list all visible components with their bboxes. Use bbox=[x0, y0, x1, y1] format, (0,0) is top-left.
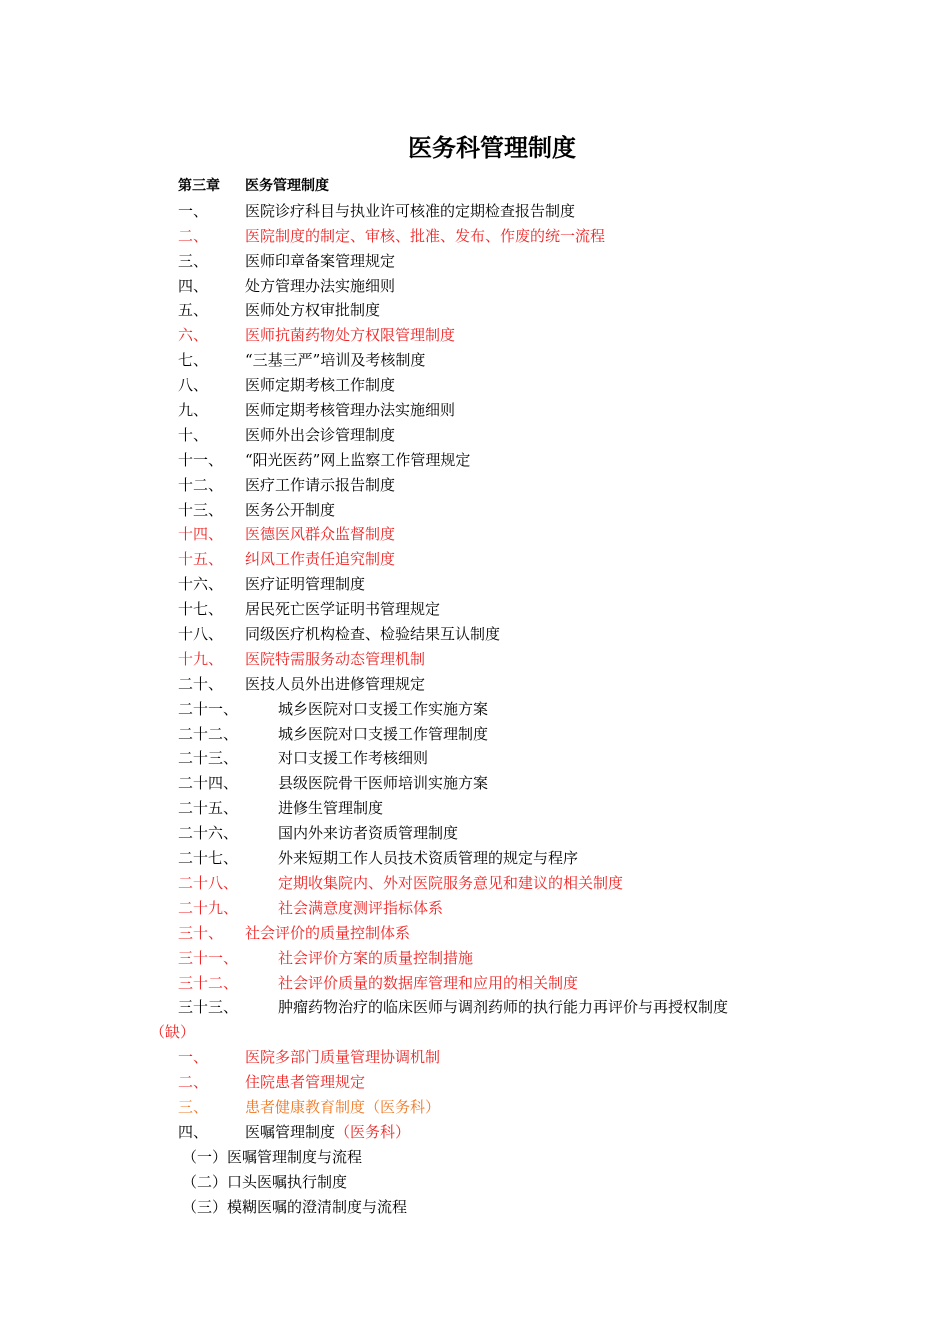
item-number: 四、 bbox=[178, 276, 209, 295]
list-item bbox=[0, 771, 950, 796]
list-item bbox=[0, 423, 950, 448]
list-item bbox=[0, 498, 950, 523]
item-number: 八、 bbox=[178, 376, 209, 395]
item-text: 同级医疗机构检查、检验结果互认制度 bbox=[245, 625, 501, 644]
item-text: 医师定期考核工作制度 bbox=[245, 376, 396, 395]
list-item bbox=[0, 622, 950, 647]
table-of-contents bbox=[0, 174, 950, 1219]
chapter-heading bbox=[0, 174, 950, 199]
item-text: 医技人员外出进修管理规定 bbox=[245, 674, 426, 693]
missing-regulation-list bbox=[0, 1045, 950, 1120]
item-number: 三十三、 bbox=[178, 998, 239, 1017]
item-text: 定期收集院内、外对医院服务意见和建议的相关制度 bbox=[278, 873, 624, 892]
item-text: 医院特需服务动态管理机制 bbox=[245, 649, 426, 668]
page-title: 医务科管理制度 bbox=[408, 134, 576, 162]
list-item bbox=[0, 522, 950, 547]
item-text: 医师定期考核管理办法实施细则 bbox=[245, 401, 456, 420]
missing-note: （缺） bbox=[150, 1023, 196, 1042]
item-text: 医疗工作请示报告制度 bbox=[245, 475, 396, 494]
item-text: 社会评价方案的质量控制措施 bbox=[278, 948, 474, 967]
item-text: 国内外来访者资质管理制度 bbox=[278, 824, 459, 843]
sub-item bbox=[0, 1170, 950, 1195]
list-item bbox=[0, 547, 950, 572]
list-item bbox=[0, 597, 950, 622]
list-item-order-management bbox=[0, 1120, 950, 1145]
item-number: 三十、 bbox=[178, 923, 224, 942]
list-item bbox=[0, 323, 950, 348]
item-text: 肿瘤药物治疗的临床医师与调剂药师的执行能力再评价与再授权制度 bbox=[278, 998, 729, 1017]
item-text: 处方管理办法实施细则 bbox=[245, 276, 396, 295]
item-number: 三、 bbox=[178, 251, 209, 270]
item-number: 二十一、 bbox=[178, 699, 239, 718]
item-text: 医师处方权审批制度 bbox=[245, 301, 381, 320]
item-number: 二十四、 bbox=[178, 774, 239, 793]
missing-note-line bbox=[0, 1020, 950, 1045]
item-number: 十一、 bbox=[178, 450, 224, 469]
item-number: 二十七、 bbox=[178, 849, 239, 868]
item-text: 社会评价的质量控制体系 bbox=[245, 923, 411, 942]
item-text: 城乡医院对口支援工作实施方案 bbox=[278, 699, 489, 718]
list-item bbox=[0, 473, 950, 498]
item-text bbox=[245, 1120, 410, 1145]
item-number: 十五、 bbox=[178, 550, 224, 569]
list-item bbox=[0, 373, 950, 398]
list-item bbox=[0, 821, 950, 846]
item-number: 三、 bbox=[178, 1097, 209, 1116]
list-item bbox=[0, 448, 950, 473]
regulation-list bbox=[0, 199, 950, 1020]
item-text: 社会满意度测评指标体系 bbox=[278, 898, 444, 917]
item-text: 社会评价质量的数据库管理和应用的相关制度 bbox=[278, 973, 579, 992]
list-item bbox=[0, 871, 950, 896]
list-item bbox=[0, 672, 950, 697]
item-number: 十九、 bbox=[178, 649, 224, 668]
item-number: 二、 bbox=[178, 1073, 209, 1092]
list-item bbox=[0, 647, 950, 672]
chapter-number: 第三章 bbox=[178, 178, 220, 194]
item-text: 医务公开制度 bbox=[245, 500, 336, 519]
list-item bbox=[0, 1045, 950, 1070]
item-text: 县级医院骨干医师培训实施方案 bbox=[278, 774, 489, 793]
list-item bbox=[0, 971, 950, 996]
list-item bbox=[0, 224, 950, 249]
item-number: 五、 bbox=[178, 301, 209, 320]
list-item bbox=[0, 846, 950, 871]
item-number: 三十一、 bbox=[178, 948, 239, 967]
item-suffix: （医务科） bbox=[335, 1122, 411, 1141]
list-item bbox=[0, 995, 950, 1020]
item-text: 医院制度的制定、审核、批准、发布、作废的统一流程 bbox=[245, 226, 606, 245]
item-number: 一、 bbox=[178, 1048, 209, 1067]
list-item bbox=[0, 896, 950, 921]
item-text: 进修生管理制度 bbox=[278, 799, 384, 818]
item-number: 二十五、 bbox=[178, 799, 239, 818]
item-number: 二十三、 bbox=[178, 749, 239, 768]
list-item bbox=[0, 1095, 950, 1120]
item-number: 七、 bbox=[178, 351, 209, 370]
item-text: 外来短期工作人员技术资质管理的规定与程序 bbox=[278, 849, 579, 868]
list-item bbox=[0, 249, 950, 274]
item-number: 二十二、 bbox=[178, 724, 239, 743]
item-number: 十八、 bbox=[178, 625, 224, 644]
sub-item-text: （一）医嘱管理制度与流程 bbox=[182, 1147, 363, 1166]
item-text: 医疗证明管理制度 bbox=[245, 575, 366, 594]
list-item bbox=[0, 921, 950, 946]
item-text: 住院患者管理规定 bbox=[245, 1073, 366, 1092]
list-item bbox=[0, 572, 950, 597]
item-title: 医嘱管理制度 bbox=[245, 1122, 336, 1141]
sub-item-list bbox=[0, 1145, 950, 1220]
item-number: 九、 bbox=[178, 401, 209, 420]
item-text: 患者健康教育制度（医务科） bbox=[245, 1097, 441, 1116]
item-number: 十二、 bbox=[178, 475, 224, 494]
list-item bbox=[0, 746, 950, 771]
item-text: “阳光医药”网上监察工作管理规定 bbox=[245, 450, 471, 469]
list-item bbox=[0, 348, 950, 373]
list-item bbox=[0, 274, 950, 299]
list-item bbox=[0, 298, 950, 323]
item-text: 纠风工作责任追究制度 bbox=[245, 550, 396, 569]
item-number: 二十六、 bbox=[178, 824, 239, 843]
item-number: 二十、 bbox=[178, 674, 224, 693]
list-item bbox=[0, 398, 950, 423]
item-number: 二十九、 bbox=[178, 898, 239, 917]
item-text: 医院多部门质量管理协调机制 bbox=[245, 1048, 441, 1067]
sub-item-text: （三）模糊医嘱的澄清制度与流程 bbox=[182, 1197, 408, 1216]
item-text: 城乡医院对口支援工作管理制度 bbox=[278, 724, 489, 743]
item-number: 十六、 bbox=[178, 575, 224, 594]
sub-item bbox=[0, 1195, 950, 1220]
list-item bbox=[0, 946, 950, 971]
list-item bbox=[0, 1070, 950, 1095]
item-text: 对口支援工作考核细则 bbox=[278, 749, 429, 768]
list-item bbox=[0, 697, 950, 722]
list-item bbox=[0, 199, 950, 224]
item-text: “三基三严”培训及考核制度 bbox=[245, 351, 426, 370]
list-item bbox=[0, 722, 950, 747]
item-number: 十七、 bbox=[178, 600, 224, 619]
item-number: 四、 bbox=[178, 1122, 209, 1141]
item-text: 医德医风群众监督制度 bbox=[245, 525, 396, 544]
item-number: 六、 bbox=[178, 326, 209, 345]
item-number: 一、 bbox=[178, 201, 209, 220]
item-number: 二十八、 bbox=[178, 873, 239, 892]
chapter-name: 医务管理制度 bbox=[245, 178, 329, 194]
item-text: 医师印章备案管理规定 bbox=[245, 251, 396, 270]
list-item bbox=[0, 796, 950, 821]
sub-item-text: （二）口头医嘱执行制度 bbox=[182, 1172, 348, 1191]
item-number: 十四、 bbox=[178, 525, 224, 544]
item-text: 医师外出会诊管理制度 bbox=[245, 425, 396, 444]
item-number: 十、 bbox=[178, 425, 209, 444]
item-number: 二、 bbox=[178, 226, 209, 245]
item-number: 十三、 bbox=[178, 500, 224, 519]
item-text: 居民死亡医学证明书管理规定 bbox=[245, 600, 441, 619]
item-number: 三十二、 bbox=[178, 973, 239, 992]
sub-item bbox=[0, 1145, 950, 1170]
item-text: 医师抗菌药物处方权限管理制度 bbox=[245, 326, 456, 345]
item-text: 医院诊疗科目与执业许可核准的定期检查报告制度 bbox=[245, 201, 576, 220]
